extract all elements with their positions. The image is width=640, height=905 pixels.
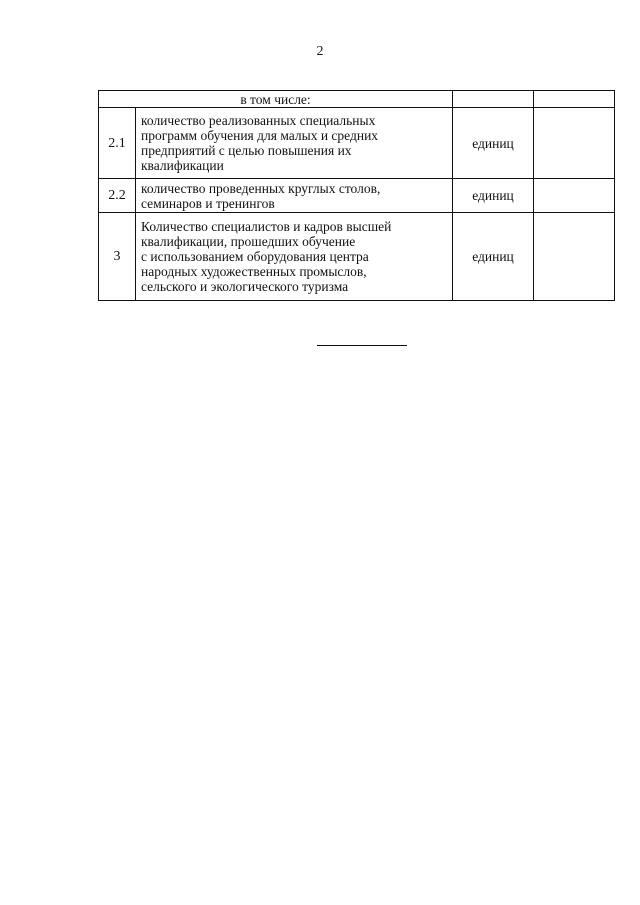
indicator-name-line: сельского и экологического туризма <box>141 279 349 294</box>
value-cell <box>534 213 615 301</box>
header-unit-cell <box>453 91 534 108</box>
indicator-name-line: с использованием оборудования центра <box>141 249 369 264</box>
header-value-cell <box>534 91 615 108</box>
indicator-name-line: народных художественных промыслов, <box>141 264 367 279</box>
table-row <box>99 179 615 213</box>
page-number: 2 <box>316 44 324 59</box>
unit-cell: единиц <box>453 108 534 179</box>
indicator-name-line: количество реализованных специальных <box>141 113 376 128</box>
value-cell <box>534 179 615 213</box>
end-of-document-rule <box>317 345 407 346</box>
indicator-name-cell <box>136 213 453 301</box>
indicator-name-line: программ обучения для малых и средних <box>141 128 379 143</box>
indicator-name-line: количество проведенных круглых столов, <box>141 180 381 196</box>
table-row <box>99 108 615 179</box>
row-number-cell: 2.2 <box>99 179 136 213</box>
table-header-row <box>99 91 615 108</box>
indicator-name-cell <box>136 179 453 213</box>
indicator-name-line: квалификации, прошедших обучение <box>141 234 356 249</box>
header-including-cell: в том числе: <box>99 91 453 108</box>
row-number-cell: 3 <box>99 213 136 301</box>
indicator-name-cell <box>136 108 453 179</box>
value-cell <box>534 108 615 179</box>
unit-cell: единиц <box>453 179 534 213</box>
indicator-name-line: Количество специалистов и кадров высшей <box>141 219 392 234</box>
indicator-name-line: семинаров и тренингов <box>141 195 275 211</box>
indicators-table <box>98 90 615 301</box>
unit-cell: единиц <box>453 213 534 301</box>
row-number-cell: 2.1 <box>99 108 136 179</box>
table-row <box>99 213 615 301</box>
indicator-name-line: квалификации <box>141 158 224 173</box>
indicator-name-line: предприятий с целью повышения их <box>141 143 352 158</box>
